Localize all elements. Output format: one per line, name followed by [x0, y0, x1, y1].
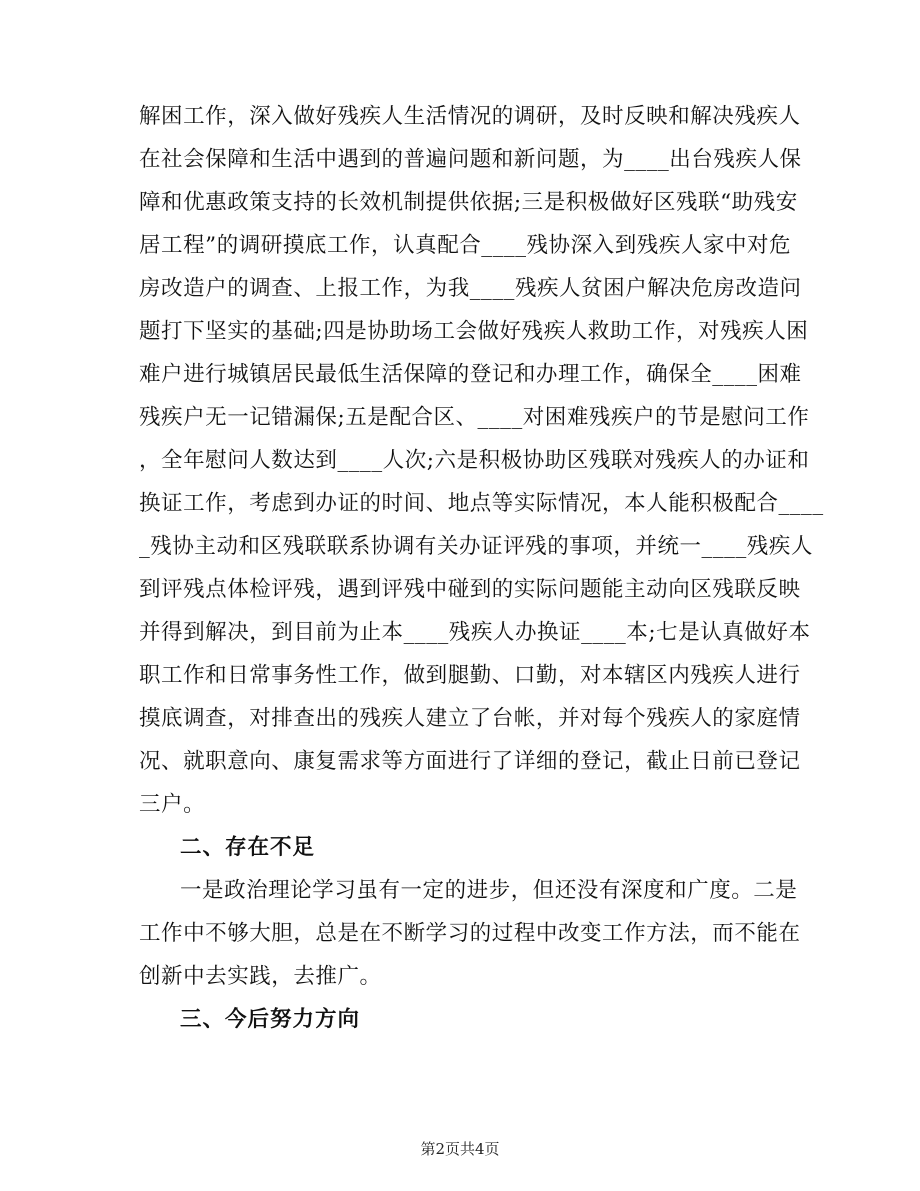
body-text-line: 题打下坚实的基础;四是协助场工会做好残疾人救助工作，对残疾人困 — [139, 319, 809, 344]
body-text-line: 房改造户的调查、上报工作，为我____残疾人贫困户解决危房改造问 — [139, 276, 802, 301]
page-number-footer: 第2页共4页 — [420, 1140, 500, 1158]
body-text-line: ，全年慰问人数达到____人次;六是积极协助区残联对残疾人的办证和 — [139, 448, 810, 473]
body-text-line: 残疾户无一记错漏保;五是配合区、____对困难残疾户的节是慰问工作 — [139, 405, 810, 430]
body-text-line: 工作中不够大胆，总是在不断学习的过程中改变工作方法，而不能在 — [139, 921, 801, 946]
body-text-line: 并得到解决，到目前为止本____残疾人办换证____本;七是认真做好本 — [139, 620, 811, 645]
section-heading-shortcomings: 二、存在不足 — [180, 835, 316, 860]
body-text-line: 摸底调查，对排查出的残疾人建立了台帐，并对每个残疾人的家庭情 — [139, 706, 801, 731]
body-text-line: 创新中去实践，去推广。 — [139, 964, 382, 989]
body-text-line: 到评残点体检评残，遇到评残中碰到的实际问题能主动向区残联反映 — [139, 577, 801, 602]
body-text-line: 换证工作，考虑到办证的时间、地点等实际情况，本人能积极配合____ — [139, 491, 824, 516]
body-text-line: 障和优惠政策支持的长效机制提供依据;三是积极做好区残联“助残安 — [139, 190, 798, 215]
body-text-line: _残协主动和区残联联系协调有关办证评残的事项，并统一____残疾人 — [139, 534, 813, 559]
body-text-line: 况、就职意向、康复需求等方面进行了详细的登记，截止日前已登记 — [139, 749, 801, 774]
body-text-line: 居工程”的调研摸底工作，认真配合____残协深入到残疾人家中对危 — [139, 233, 792, 258]
body-text-line: 在社会保障和生活中遇到的普遍问题和新问题，为____出台残疾人保 — [139, 147, 802, 172]
body-text-line: 难户进行城镇居民最低生活保障的登记和办理工作，确保全____困难 — [139, 362, 802, 387]
body-text-line: 职工作和日常事务性工作，做到腿勤、口勤，对本辖区内残疾人进行 — [139, 663, 801, 688]
body-text-line: 三户。 — [139, 792, 206, 817]
section-heading-future-direction: 三、今后努力方向 — [180, 1007, 361, 1032]
body-text-line: 一是政治理论学习虽有一定的进步，但还没有深度和广度。二是 — [180, 878, 798, 903]
body-text-line: 解困工作，深入做好残疾人生活情况的调研，及时反映和解决残疾人 — [139, 104, 801, 129]
